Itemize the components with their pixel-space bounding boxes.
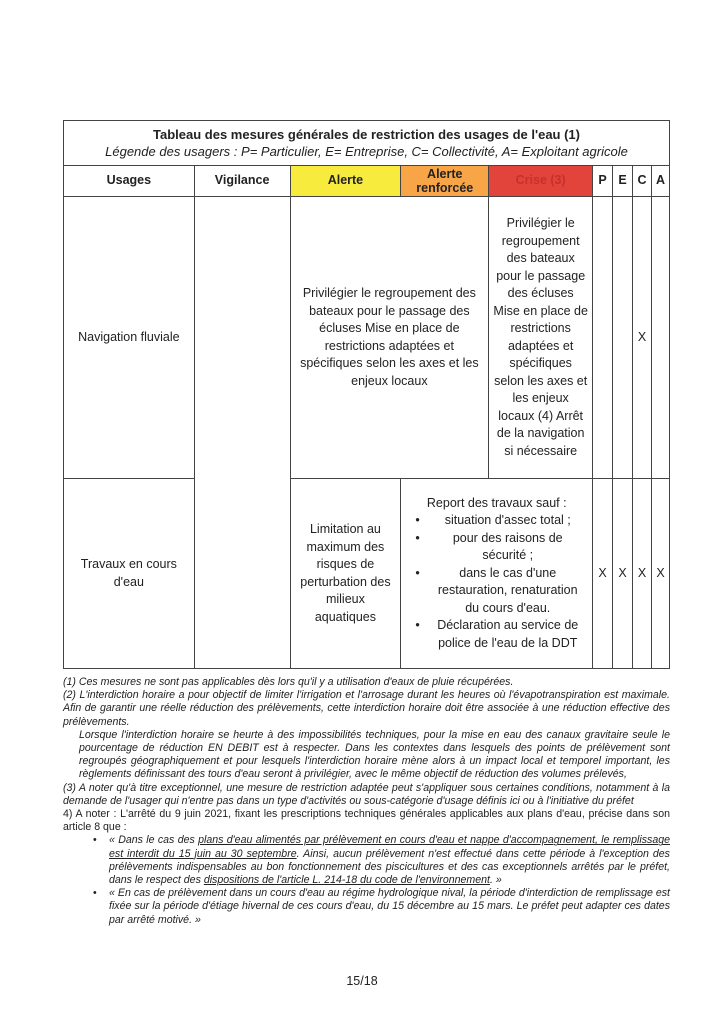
quote-1-underlined-2: dispositions de l'article L. 214-18 du code de l'environnement: [203, 874, 490, 887]
footnote-1: (1) Ces mesures ne sont pas applicables dès lors qu'il y a utilisation d'eaux de pluie récupérées.: [63, 676, 514, 688]
footnote-3: (3) A noter qu'à titre exceptionnel, une mesure de restriction adaptée peut s'appliquer sous certaines conditions, notamment à la demande de l'usager qui n'entre pas dans un type d'activités ou sous-catégorie d'usage définis ici ou à l'initiative du préfet: [63, 781, 670, 807]
header-row: [64, 166, 670, 197]
row-crise-cell: [401, 479, 593, 669]
table-row: [64, 479, 670, 669]
row-a-mark: X: [651, 479, 669, 669]
list-item: • pour des raisons de sécurité ;: [407, 530, 586, 565]
quote-1-underlined-1: plans d'eau alimentés par prélèvement en cours d'eau et nappe d'accompagnement, le remplissage est interdit du 15 juin au 30 septembre: [109, 834, 670, 860]
quote-1-middle: . Ainsi, aucun prélèvement n'est effectué dans cette période à l'exception des prélèvements indispensables au bon fonctionnement des piscicultures et des cas exceptionnels arrêtés par le préfet, dans le respect des: [109, 847, 670, 887]
restriction-table: [63, 120, 670, 669]
table-title-cell: [64, 121, 670, 166]
row-alerte-text: Limitation au maximum des risques de perturbation des milieux aquatiques: [290, 479, 401, 669]
footnotes: [63, 676, 670, 927]
row-p-mark: [593, 197, 613, 479]
row-alerte-text: Privilégier le regroupement des bateaux pour le passage des écluses Mise en place de restrictions adaptées et spécifiques selon les axes et les enjeux locaux: [290, 197, 489, 479]
quote-1-start: « Dans le cas des: [109, 834, 199, 847]
quote-1-end: . »: [489, 874, 502, 887]
list-item: • Déclaration au service de police de l'eau de la DDT: [407, 617, 586, 652]
header-p: P: [593, 166, 613, 197]
header-crise: Crise (3): [489, 166, 593, 197]
row-crise-text: Privilégier le regroupement des bateaux pour le passage des écluses Mise en place de restrictions adaptées et spécifiques selon les axes et les enjeux locaux (4) Arrêt de la navigation si nécessaire: [489, 197, 593, 479]
row-c-mark: X: [633, 479, 652, 669]
list-item: • « En cas de prélèvement dans un cours d'eau au régime hydrologique nival, la période d'interdiction de remplissage est fixée sur la période d'étiage hivernal de ces cours d'eau, du 15 décembre au 15 mars. Le préfet peut adapter ces dates par arrêté motivé. »: [93, 887, 670, 927]
table-legend: Légende des usagers : P= Particulier, E= Entreprise, C= Collectivité, A= Exploitant agricole: [105, 144, 628, 159]
row-p-mark: X: [593, 479, 613, 669]
footnote-2-continued: Lorsque l'interdiction horaire se heurte à des impossibilités techniques, pour la mise en eau des canaux gravitaire seule le pourcentage de réduction EN DEBIT est à respecter. Dans les contextes dans lesquels des points de prélèvement sont regroupés géographiquement et pour lesquels l'interdiction horaire mène alors à un impact local et temporel important, les règlements définissant des tours d'eau seront à privilégier, avec le même objectif de réduction des volumes prélevés,: [79, 728, 670, 781]
header-alerte: Alerte: [290, 166, 401, 197]
header-usages: Usages: [64, 166, 195, 197]
crise-bullet-list: [407, 512, 586, 652]
vigilance-cell: [194, 197, 290, 669]
list-item: • situation d'assec total ;: [407, 512, 586, 530]
row-a-mark: [651, 197, 669, 479]
table-title: Tableau des mesures générales de restriction des usages de l'eau (1): [153, 126, 580, 142]
row-c-mark: X: [633, 197, 652, 479]
row-usage-label: Travaux en cours d'eau: [64, 479, 195, 669]
header-alerte-renforcee: Alerte renforcée: [401, 166, 489, 197]
row-usage-label: Navigation fluviale: [64, 197, 195, 479]
page-number: 15/18: [346, 974, 378, 988]
list-item: • dans le cas d'une restauration, renaturation du cours d'eau.: [407, 565, 586, 618]
header-e: E: [613, 166, 633, 197]
footnote-2: (2) L'interdiction horaire a pour objectif de limiter l'irrigation et l'arrosage durant les heures où l'évapotranspiration est maximale. Afin de garantir une réelle réduction des prélèvements, cette interdiction horaire doit être associée à une réduction effective des prélèvements.: [63, 689, 670, 728]
row-e-mark: X: [613, 479, 633, 669]
footnote-4: 4) A noter : L'arrêté du 9 juin 2021, fixant les prescriptions techniques générales applicables aux plans d'eau, précise dans son article 8 que :: [63, 808, 670, 834]
table-row: [64, 197, 670, 479]
header-c: C: [633, 166, 652, 197]
list-item: [93, 834, 670, 887]
header-vigilance: Vigilance: [194, 166, 290, 197]
row-crise-intro: Report des travaux sauf :: [426, 495, 567, 510]
header-a: A: [651, 166, 669, 197]
row-e-mark: [613, 197, 633, 479]
footnote-4-quotes: [63, 834, 670, 926]
